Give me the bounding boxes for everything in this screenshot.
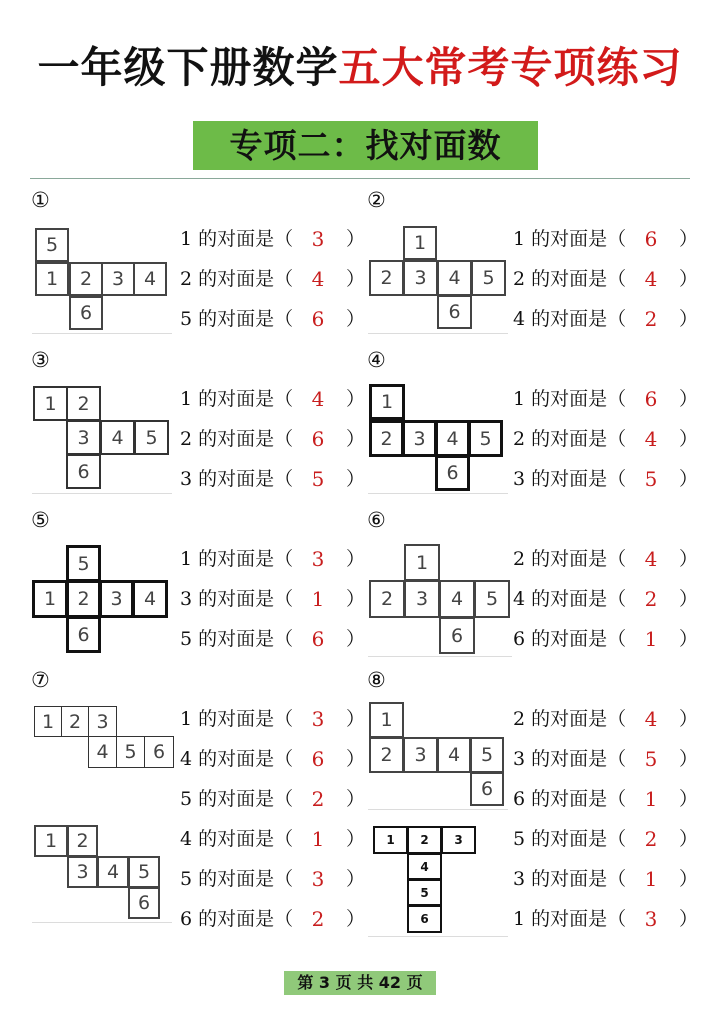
net-face: 2 bbox=[66, 580, 101, 618]
question bbox=[513, 227, 699, 251]
close-paren: ） bbox=[679, 388, 699, 410]
problem-number: ③ bbox=[31, 348, 50, 372]
page-title bbox=[0, 38, 720, 98]
net-face: 2 bbox=[66, 386, 101, 421]
answer: 3 bbox=[311, 547, 325, 571]
question bbox=[180, 547, 366, 571]
close-paren: ） bbox=[679, 788, 699, 810]
question bbox=[180, 267, 366, 291]
answer: 4 bbox=[644, 707, 658, 731]
net-face: 3 bbox=[403, 737, 438, 773]
question bbox=[513, 387, 699, 411]
close-paren: ） bbox=[679, 588, 699, 610]
answer: 4 bbox=[644, 547, 658, 571]
net-face: 4 bbox=[132, 580, 168, 618]
question-label: 6 的对面是（ bbox=[513, 788, 627, 810]
baseline bbox=[368, 936, 508, 937]
baseline bbox=[368, 809, 508, 810]
question bbox=[180, 787, 366, 811]
close-paren: ） bbox=[679, 548, 699, 570]
baseline bbox=[368, 656, 512, 657]
net-face: 5 bbox=[474, 580, 510, 618]
close-paren: ） bbox=[346, 748, 366, 770]
net-face: 5 bbox=[66, 545, 101, 582]
question bbox=[513, 787, 699, 811]
answer: 6 bbox=[644, 387, 658, 411]
answer: 6 bbox=[311, 747, 325, 771]
net-face: 4 bbox=[100, 420, 135, 455]
net-face: 6 bbox=[128, 887, 160, 919]
question bbox=[513, 427, 699, 451]
answer: 3 bbox=[311, 867, 325, 891]
net-face: 3 bbox=[402, 420, 437, 457]
question-label: 1 的对面是（ bbox=[513, 908, 627, 930]
close-paren: ） bbox=[346, 428, 366, 450]
net-face: 3 bbox=[67, 856, 98, 888]
question-label: 3 的对面是（ bbox=[180, 588, 294, 610]
net-face: 2 bbox=[369, 260, 404, 296]
net-face: 2 bbox=[61, 706, 89, 737]
net-face: 3 bbox=[101, 262, 135, 296]
net-face: 6 bbox=[66, 616, 101, 653]
problem-number: ① bbox=[31, 188, 50, 212]
question bbox=[513, 827, 699, 851]
net-face: 4 bbox=[437, 737, 471, 773]
close-paren: ） bbox=[679, 228, 699, 250]
question-label: 1 的对面是（ bbox=[513, 228, 627, 250]
question bbox=[513, 747, 699, 771]
question bbox=[513, 627, 699, 651]
close-paren: ） bbox=[346, 828, 366, 850]
close-paren: ） bbox=[346, 268, 366, 290]
question-label: 4 的对面是（ bbox=[513, 308, 627, 330]
problem-number: ⑥ bbox=[367, 508, 386, 532]
net-face: 2 bbox=[67, 825, 98, 857]
question bbox=[180, 867, 366, 891]
net-face: 2 bbox=[369, 737, 404, 773]
close-paren: ） bbox=[679, 308, 699, 330]
answer: 5 bbox=[644, 747, 658, 771]
question-label: 3 的对面是（ bbox=[180, 468, 294, 490]
problem-number: ⑦ bbox=[31, 668, 50, 692]
question-label: 5 的对面是（ bbox=[180, 788, 294, 810]
net-face: 2 bbox=[369, 420, 404, 457]
question-label: 1 的对面是（ bbox=[513, 388, 627, 410]
close-paren: ） bbox=[679, 468, 699, 490]
question bbox=[513, 867, 699, 891]
net-face: 4 bbox=[437, 260, 472, 296]
net-face: 1 bbox=[404, 544, 440, 581]
question-label: 5 的对面是（ bbox=[180, 628, 294, 650]
close-paren: ） bbox=[346, 308, 366, 330]
net-face: 3 bbox=[403, 260, 438, 296]
answer: 6 bbox=[311, 627, 325, 651]
question bbox=[180, 707, 366, 731]
question-label: 5 的对面是（ bbox=[180, 868, 294, 890]
net-face: 5 bbox=[134, 420, 169, 455]
answer: 1 bbox=[644, 867, 658, 891]
net-face: 6 bbox=[437, 295, 472, 329]
section-heading: 专项二：找对面数 bbox=[193, 121, 538, 170]
net-face: 2 bbox=[369, 580, 405, 618]
question-label: 3 的对面是（ bbox=[513, 468, 627, 490]
question bbox=[513, 907, 699, 931]
net-face: 5 bbox=[470, 737, 504, 773]
question-label: 2 的对面是（ bbox=[513, 428, 627, 450]
question bbox=[513, 307, 699, 331]
answer: 2 bbox=[644, 827, 658, 851]
answer: 4 bbox=[311, 387, 325, 411]
net-face: 6 bbox=[69, 296, 103, 330]
net-face: 3 bbox=[99, 580, 134, 618]
question-label: 2 的对面是（ bbox=[513, 708, 627, 730]
close-paren: ） bbox=[679, 828, 699, 850]
answer: 1 bbox=[644, 627, 658, 651]
close-paren: ） bbox=[679, 708, 699, 730]
question-label: 3 的对面是（ bbox=[513, 868, 627, 890]
net-face: 6 bbox=[407, 905, 442, 933]
close-paren: ） bbox=[346, 548, 366, 570]
net-face: 4 bbox=[133, 262, 167, 296]
close-paren: ） bbox=[346, 708, 366, 730]
net-face: 2 bbox=[69, 262, 103, 296]
problem-number: ⑤ bbox=[31, 508, 50, 532]
net-face: 1 bbox=[32, 580, 68, 618]
question bbox=[180, 387, 366, 411]
question-label: 1 的对面是（ bbox=[180, 708, 294, 730]
question-label: 2 的对面是（ bbox=[513, 268, 627, 290]
close-paren: ） bbox=[679, 268, 699, 290]
question-label: 4 的对面是（ bbox=[180, 748, 294, 770]
question bbox=[180, 587, 366, 611]
close-paren: ） bbox=[346, 628, 366, 650]
question bbox=[513, 467, 699, 491]
question bbox=[180, 907, 366, 931]
net-face: 4 bbox=[88, 736, 117, 768]
question bbox=[180, 627, 366, 651]
answer: 4 bbox=[644, 427, 658, 451]
question-label: 5 的对面是（ bbox=[513, 828, 627, 850]
net-face: 3 bbox=[404, 580, 440, 618]
question-label: 6 的对面是（ bbox=[513, 628, 627, 650]
answer: 1 bbox=[311, 587, 325, 611]
question-label: 2 的对面是（ bbox=[180, 428, 294, 450]
net-face: 1 bbox=[403, 226, 437, 260]
close-paren: ） bbox=[346, 388, 366, 410]
title-red: 五大常考专项练习 bbox=[338, 43, 683, 92]
answer: 1 bbox=[644, 787, 658, 811]
question bbox=[180, 227, 366, 251]
answer: 6 bbox=[311, 307, 325, 331]
question bbox=[180, 427, 366, 451]
answer: 6 bbox=[644, 227, 658, 251]
question-label: 1 的对面是（ bbox=[180, 228, 294, 250]
net-face: 6 bbox=[439, 617, 475, 654]
answer: 4 bbox=[644, 267, 658, 291]
problem-number: ② bbox=[367, 188, 386, 212]
question-label: 4 的对面是（ bbox=[513, 588, 627, 610]
close-paren: ） bbox=[679, 628, 699, 650]
question bbox=[513, 587, 699, 611]
net-face: 4 bbox=[435, 420, 470, 457]
net-face: 6 bbox=[435, 455, 470, 491]
close-paren: ） bbox=[346, 908, 366, 930]
net-face: 1 bbox=[34, 706, 62, 737]
net-face: 1 bbox=[373, 826, 408, 854]
net-face: 1 bbox=[34, 825, 68, 857]
divider bbox=[30, 178, 690, 179]
title-black: 一年级下册数学 bbox=[37, 43, 339, 92]
close-paren: ） bbox=[679, 748, 699, 770]
question bbox=[180, 467, 366, 491]
question bbox=[180, 307, 366, 331]
close-paren: ） bbox=[346, 868, 366, 890]
question bbox=[513, 547, 699, 571]
close-paren: ） bbox=[346, 228, 366, 250]
baseline bbox=[32, 922, 172, 923]
net-face: 6 bbox=[470, 772, 504, 806]
answer: 1 bbox=[311, 827, 325, 851]
net-face: 3 bbox=[88, 706, 117, 737]
answer: 2 bbox=[644, 587, 658, 611]
net-face: 5 bbox=[128, 856, 160, 888]
answer: 4 bbox=[311, 267, 325, 291]
question bbox=[180, 747, 366, 771]
net-face: 4 bbox=[97, 856, 129, 888]
net-face: 5 bbox=[116, 736, 145, 768]
close-paren: ） bbox=[679, 428, 699, 450]
net-face: 6 bbox=[66, 454, 101, 489]
net-face: 5 bbox=[468, 420, 503, 457]
net-face: 1 bbox=[369, 384, 405, 420]
question-label: 1 的对面是（ bbox=[180, 548, 294, 570]
net-face: 4 bbox=[439, 580, 475, 618]
answer: 6 bbox=[311, 427, 325, 451]
net-face: 3 bbox=[66, 420, 101, 455]
question-label: 5 的对面是（ bbox=[180, 308, 294, 330]
question bbox=[180, 827, 366, 851]
answer: 2 bbox=[311, 787, 325, 811]
question-label: 1 的对面是（ bbox=[180, 388, 294, 410]
question bbox=[513, 267, 699, 291]
question-label: 2 的对面是（ bbox=[513, 548, 627, 570]
answer: 2 bbox=[644, 307, 658, 331]
baseline bbox=[368, 333, 508, 334]
close-paren: ） bbox=[346, 468, 366, 490]
answer: 5 bbox=[644, 467, 658, 491]
net-face: 5 bbox=[407, 879, 442, 906]
net-face: 1 bbox=[369, 702, 404, 738]
answer: 3 bbox=[644, 907, 658, 931]
answer: 5 bbox=[311, 467, 325, 491]
problem-number: ⑧ bbox=[367, 668, 386, 692]
baseline bbox=[32, 333, 172, 334]
net-face: 5 bbox=[471, 260, 506, 296]
close-paren: ） bbox=[346, 588, 366, 610]
close-paren: ） bbox=[679, 908, 699, 930]
question-label: 4 的对面是（ bbox=[180, 828, 294, 850]
close-paren: ） bbox=[679, 868, 699, 890]
answer: 3 bbox=[311, 707, 325, 731]
problem-number: ④ bbox=[367, 348, 386, 372]
net-face: 2 bbox=[407, 826, 442, 854]
net-face: 5 bbox=[35, 228, 69, 262]
answer: 3 bbox=[311, 227, 325, 251]
net-face: 1 bbox=[33, 386, 68, 421]
question bbox=[513, 707, 699, 731]
question-label: 3 的对面是（ bbox=[513, 748, 627, 770]
question-label: 2 的对面是（ bbox=[180, 268, 294, 290]
page-footer: 第 3 页 共 42 页 bbox=[284, 971, 436, 995]
baseline bbox=[32, 493, 172, 494]
baseline bbox=[368, 493, 508, 494]
net-face: 4 bbox=[407, 853, 442, 880]
net-face: 1 bbox=[35, 262, 69, 296]
question-label: 6 的对面是（ bbox=[180, 908, 294, 930]
answer: 2 bbox=[311, 907, 325, 931]
net-face: 6 bbox=[144, 736, 174, 768]
net-face: 3 bbox=[441, 826, 476, 854]
close-paren: ） bbox=[346, 788, 366, 810]
